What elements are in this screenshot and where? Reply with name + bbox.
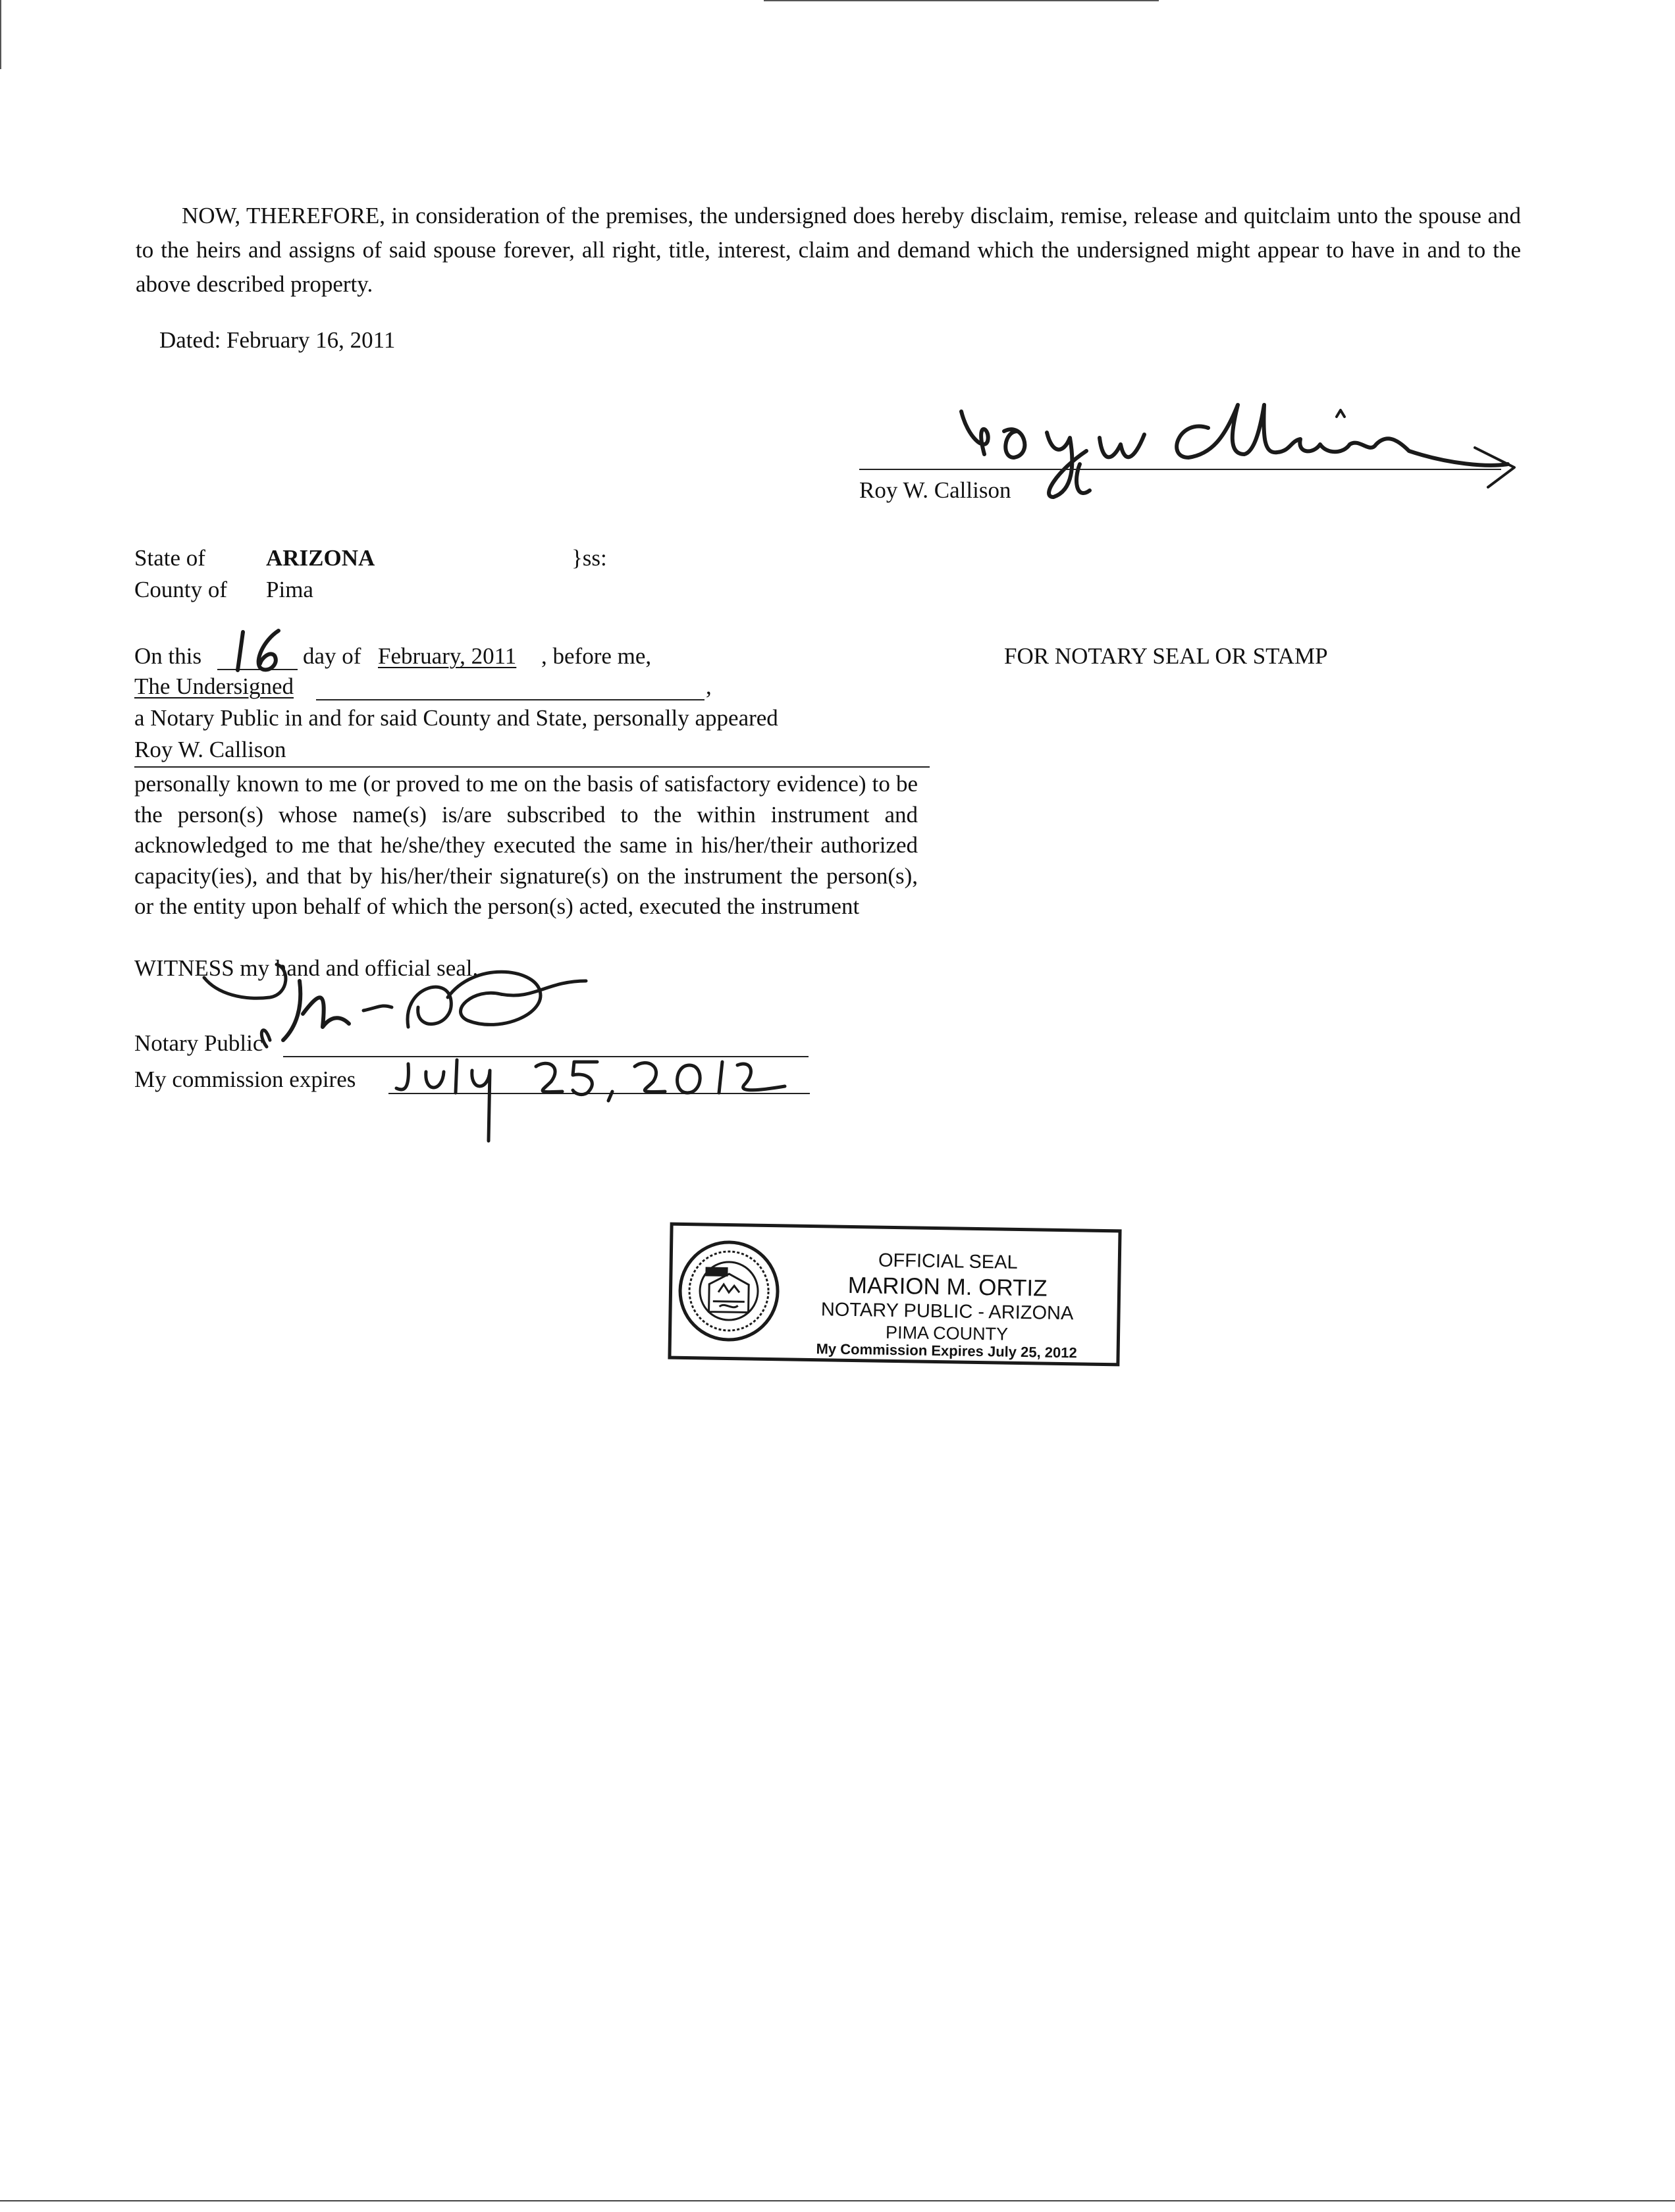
seal-county: PIMA COUNTY — [885, 1322, 1009, 1344]
county-value: Pima — [266, 577, 313, 602]
dated-line: Dated: February 16, 2011 — [159, 327, 396, 353]
officer-comma: , — [706, 673, 712, 699]
seal-notary-name: MARION M. ORTIZ — [847, 1272, 1048, 1302]
scan-edge-line-bottom — [0, 2200, 1675, 2201]
on-this-label: On this — [134, 643, 202, 669]
grantor-signature — [948, 392, 1580, 510]
ss-label: }ss: — [572, 545, 607, 571]
acknowledgment-statement: personally known to me (or proved to me on the basis of satisfactory evidence) to be the person(s) whose name(s) is/are subscribed to the within instrument and acknowledged to me that he/she/they executed the same in his/her/their authorized capacity(ies), and that by his/her/their signature(s) on the instrument the person(s), or the entity upon behalf of which the person(s) acted, executed the instrument — [134, 771, 918, 919]
county-label: County of — [134, 577, 227, 602]
officer-name-line — [316, 699, 705, 700]
appeared-name-line — [134, 766, 930, 768]
day-of-label: day of — [303, 643, 361, 669]
officer-name: The Undersigned — [134, 673, 294, 699]
notary-public-line: a Notary Public in and for said County and State, personally appeared — [134, 705, 778, 731]
seal-notary-public-arizona: NOTARY PUBLIC - ARIZONA — [820, 1299, 1074, 1325]
witness-line: WITNESS my hand and official seal. — [134, 955, 479, 981]
notary-public-label: Notary Public — [134, 1030, 263, 1056]
state-value: ARIZONA — [266, 545, 375, 571]
day-handwritten — [234, 624, 306, 677]
date-value: February, 2011 — [378, 643, 517, 669]
seal-commission-expires: My Commission Expires July 25, 2012 — [816, 1340, 1077, 1361]
state-label: State of — [134, 545, 205, 571]
seal-official-seal: OFFICIAL SEAL — [878, 1250, 1018, 1273]
grantor-name: Roy W. Callison — [859, 477, 1011, 503]
appeared-name: Roy W. Callison — [134, 737, 286, 762]
scan-edge-line-left — [0, 0, 1, 69]
before-me-label: , before me, — [541, 643, 652, 669]
arizona-state-seal-emblem — [676, 1238, 782, 1344]
commission-date-handwritten — [390, 1052, 811, 1151]
quitclaim-paragraph: NOW, THEREFORE, in consideration of the premises, the undersigned does hereby disclaim, remise, release and quitclaim unto the spouse and to the heirs and assigns of said spouse forever, all right, title, interest, claim and demand which the undersigned might appear to have in and to the above described property. — [136, 203, 1521, 297]
official-seal-stamp — [668, 1223, 1121, 1367]
commission-label: My commission expires — [134, 1066, 356, 1092]
seal-stamp-caption: FOR NOTARY SEAL OR STAMP — [1004, 643, 1328, 669]
grantor-signature-line — [859, 469, 1501, 470]
scan-edge-line-top — [764, 0, 1159, 1]
